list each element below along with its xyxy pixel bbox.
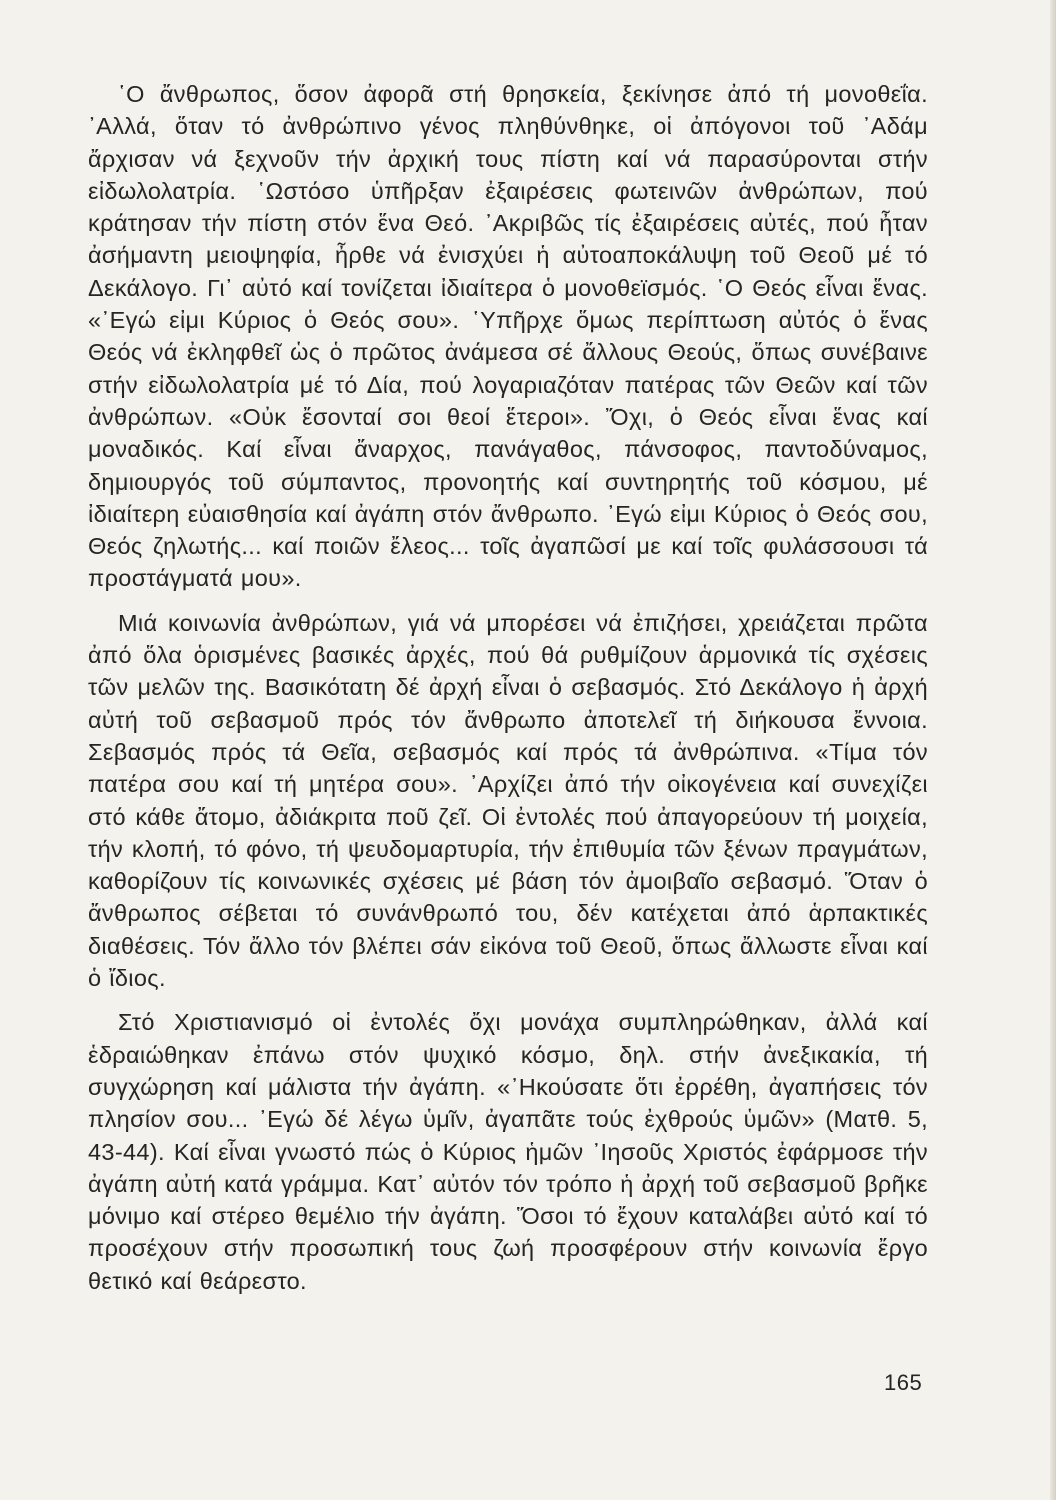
paragraph-2: Μιά κοινωνία ἀνθρώπων, γιά νά μπορέσει νά ἐπιζήσει, χρειάζεται πρῶτα ἀπό ὅλα ὁρισμένες βασικές ἀρχές, πού θά ρυθμίζουν ἁρμονικά τίς σχέσεις τῶν μελῶν της. Βασικότατη δέ ἀρχή εἶναι ὁ σεβασμός. Στό Δεκάλογο ἡ ἀρχή αὐτή τοῦ σεβασμοῦ πρός τόν ἄνθρωπο ἀποτελεῖ τή διήκουσα ἔννοια. Σεβασμός πρός τά Θεῖα, σεβασμός καί πρός τά ἀνθρώπινα. «Τίμα τόν πατέρα σου καί τή μητέρα σου». ᾿Αρχίζει ἀπό τήν οἰκογένεια καί συνεχίζει στό κάθε ἄτομο, ἀδιάκριτα ποῦ ζεῖ. Οἱ ἐντολές πού ἀπαγορεύουν τή μοιχεία, τήν κλοπή, τό φόνο, τή ψευδομαρτυρία, τήν ἐπιθυμία τῶν ξένων πραγμάτων, καθορίζουν τίς κοινωνικές σχέσεις μέ βάση τόν ἀμοιβαῖο σεβασμό. Ὅταν ὁ ἄνθρωπος σέβεται τό συνάνθρωπό του, δέν κατέχεται ἀπό ἁρπακτικές διαθέσεις. Τόν ἄλλο τόν βλέπει σάν εἰκόνα τοῦ Θεοῦ, ὅπως ἄλλωστε εἶναι καί ὁ ἴδιος. (88, 609, 928, 992)
body-text (88, 78, 928, 1297)
page-edge (1050, 0, 1056, 1500)
paragraph-3: Στό Χριστιανισμό οἱ ἐντολές ὄχι μονάχα συμπληρώθηκαν, ἀλλά καί ἑδραιώθηκαν ἐπάνω στόν ψυχικό κόσμο, δηλ. στήν ἀνεξικακία, τή συγχώρηση καί μάλιστα τήν ἀγάπη. «᾿Ηκούσατε ὅτι ἐρρέθη, ἀγαπήσεις τόν πλησίον σου... ᾿Εγώ δέ λέγω ὑμῖν, ἀγαπᾶτε τούς ἐχθρούς ὑμῶν» (Ματθ. 5, 43-44). Καί εἶναι γνωστό πώς ὁ Κύριος ἡμῶν ᾿Ιησοῦς Χριστός ἐφάρμοσε τήν ἀγάπη αὐτή κατά γράμμα. Κατ᾿ αὐτόν τόν τρόπο ἡ ἀρχή τοῦ σεβασμοῦ βρῆκε μόνιμο καί στέρεο θεμέλιο τήν ἀγάπη. Ὅσοι τό ἔχουν καταλάβει αὐτό καί τό προσέχουν στήν προσωπική τους ζωή προσφέρουν στήν κοινωνία ἔργο θετικό καί θεάρεστο. (88, 1009, 928, 1294)
paragraph-1: ῾Ο ἄνθρωπος, ὅσον ἀφορᾶ στή θρησκεία, ξεκίνησε ἀπό τή μονοθεΐα. ᾿Αλλά, ὅταν τό ἀνθρώπινο γένος πληθύνθηκε, οἱ ἀπόγονοι τοῦ ᾿Αδάμ ἄρχισαν νά ξεχνοῦν τήν ἀρχική τους πίστη καί νά παρασύρονται στήν εἰδωλολατρία. ῾Ωστόσο ὑπῆρξαν ἐξαιρέσεις φωτεινῶν ἀνθρώπων, πού κράτησαν τήν πίστη στόν ἕνα Θεό. ᾿Ακριβῶς τίς ἐξαιρέσεις αὐτές, πού ἦταν ἀσήμαντη μειοψηφία, ἦρθε νά ἐνισχύει ἡ αὐτοαποκάλυψη τοῦ Θεοῦ μέ τό Δεκάλογο. Γι᾿ αὐτό καί τονίζεται ἰδιαίτερα ὁ μονοθεϊσμός. ῾Ο Θεός εἶναι ἕνας. «᾿Εγώ εἰμι Κύριος ὁ Θεός σου». ῾Υπῆρχε ὅμως περίπτωση αὐτός ὁ ἕνας Θεός νά ἐκληφθεῖ ὡς ὁ πρῶτος ἀνάμεσα σέ ἄλλους Θεούς, ὅπως συνέβαινε στήν εἰδωλολατρία μέ τό Δία, πού λογαριαζόταν πατέρας τῶν Θεῶν καί τῶν ἀνθρώπων. «Οὐκ ἔσονταί σοι θεοί ἕτεροι». Ὄχι, ὁ Θεός εἶναι ἕνας καί μοναδικός. Καί εἶναι ἄναρχος, πανάγαθος, πάνσοφος, παντοδύναμος, δημιουργός τοῦ σύμπαντος, προνοητής καί συντηρητής τοῦ κόσμου, μέ ἰδιαίτερη εὐαισθησία καί ἀγάπη στόν ἄνθρωπο. ᾿Εγώ εἰμι Κύριος ὁ Θεός σου, Θεός ζηλωτής... καί ποιῶν ἔλεος... τοῖς ἀγαπῶσί με καί τοῖς φυλάσσουσι τά προστάγματά μου». (88, 81, 928, 592)
page-number: 165 (884, 1370, 923, 1395)
